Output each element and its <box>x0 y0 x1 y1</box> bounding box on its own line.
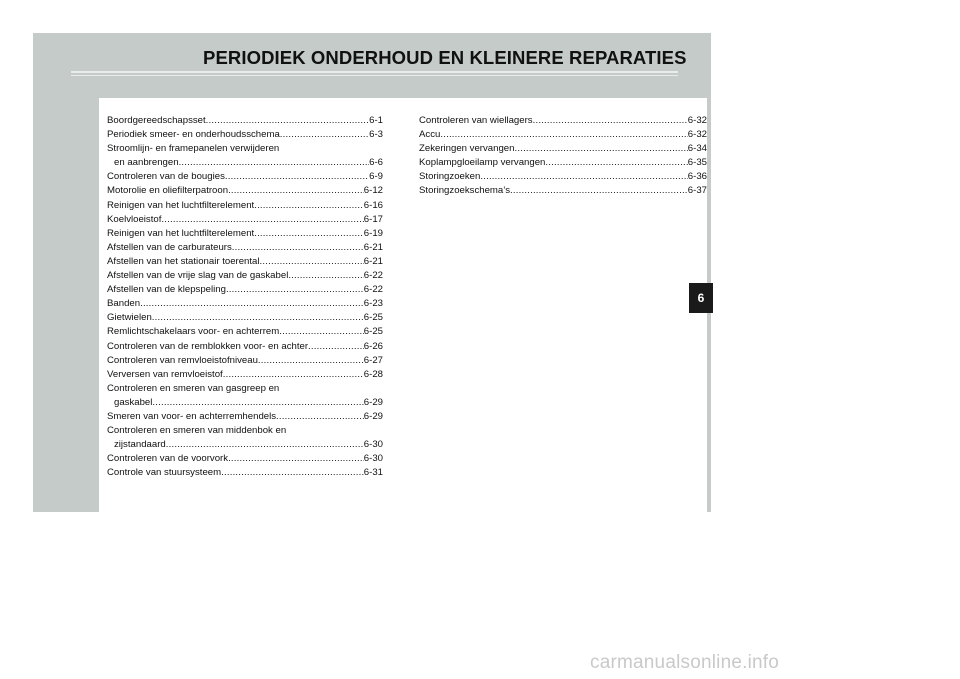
toc-entry[interactable] <box>107 213 383 227</box>
toc-entry-line1: Stroomlijn- en framepanelen verwijderen <box>107 143 280 155</box>
toc-entry[interactable] <box>107 241 383 255</box>
toc-panel <box>99 98 707 516</box>
toc-leader-dots <box>226 283 364 297</box>
toc-leader-dots <box>260 255 364 269</box>
toc-leader-dots <box>152 311 364 325</box>
toc-leader-dots <box>288 269 363 283</box>
toc-leader-dots <box>140 297 364 311</box>
toc-entry[interactable] <box>107 114 383 128</box>
toc-entry-title: Smeren van voor- en achterremhendels <box>107 410 277 422</box>
toc-entry-page: 6-19 <box>363 227 383 239</box>
toc-entry-page: 6-32 <box>687 129 707 141</box>
toc-entry-title: Controle van stuursysteem <box>107 467 222 479</box>
toc-entry-page: 6-36 <box>687 171 707 183</box>
toc-entry-title: Reinigen van het luchtfilterelement <box>107 199 255 211</box>
toc-entry-line1: Controleren en smeren van middenbok en <box>107 425 287 437</box>
toc-entry-title: Controleren van remvloeistofniveau <box>107 354 258 366</box>
toc-entry-title: Reinigen van het luchtfilterelement <box>107 227 255 239</box>
toc-entry[interactable] <box>107 184 383 198</box>
toc-entry-page: 6-28 <box>363 368 383 380</box>
chapter-tab[interactable]: 6 <box>689 283 713 313</box>
toc-entry-title: Boordgereedschapsset <box>107 115 206 126</box>
toc-entry-title: Afstellen van de vrije slag van de gaskabel <box>107 270 289 282</box>
toc-leader-dots <box>258 354 364 368</box>
toc-entry-title: gaskabel <box>114 396 153 408</box>
site-watermark: carmanualsonline.info <box>590 652 780 673</box>
toc-entry-page: 6-12 <box>363 185 383 197</box>
toc-entry[interactable] <box>107 297 383 311</box>
toc-entry[interactable] <box>419 170 707 184</box>
toc-entry[interactable] <box>107 128 383 142</box>
toc-leader-dots <box>206 114 369 128</box>
toc-entry[interactable] <box>419 142 707 156</box>
toc-entry-page: 6-3 <box>369 129 383 141</box>
toc-entry-page: 6-32 <box>687 115 707 126</box>
toc-leader-dots <box>228 184 364 198</box>
toc-entry[interactable] <box>107 156 383 170</box>
toc-entry-title: Koplampgloeilamp vervangen <box>419 157 546 169</box>
toc-entry-title: Storingzoeken <box>419 171 481 183</box>
toc-entry-page: 6-1 <box>369 115 383 126</box>
toc-entry[interactable] <box>107 340 383 354</box>
toc-leader-dots <box>152 396 363 410</box>
toc-entry-title: Accu <box>419 129 441 141</box>
toc-entry-page: 6-6 <box>369 157 383 169</box>
toc-entry-title: Motorolie en oliefilterpatroon <box>107 185 229 197</box>
title-rule-thin <box>71 75 678 76</box>
toc-entry-page: 6-35 <box>687 157 707 169</box>
toc-entry-title: Controleren van de bougies <box>107 171 225 183</box>
toc-entry-page: 6-21 <box>363 241 383 253</box>
toc-leader-dots <box>254 199 364 213</box>
toc-leader-dots <box>223 368 364 382</box>
toc-entry-title: Afstellen van de klepspeling <box>107 284 226 296</box>
toc-leader-dots <box>254 227 364 241</box>
toc-entry[interactable] <box>419 184 707 198</box>
toc-leader-dots <box>308 340 364 354</box>
toc-entry[interactable] <box>107 311 383 325</box>
toc-entry-page: 6-29 <box>363 410 383 422</box>
toc-entry-title: en aanbrengen <box>114 157 179 169</box>
toc-leader-dots <box>480 170 687 184</box>
toc-entry-page: 6-22 <box>363 284 383 296</box>
toc-leader-dots <box>225 170 369 184</box>
toc-leader-dots <box>510 184 688 198</box>
toc-entry[interactable] <box>107 255 383 269</box>
toc-entry-line1: Controleren en smeren van gasgreep en <box>107 382 280 394</box>
toc-entry-title: Zekeringen vervangen <box>419 143 515 155</box>
toc-leader-dots <box>276 410 364 424</box>
toc-entry-title: Periodiek smeer- en onderhoudsschema <box>107 129 280 141</box>
toc-entry-title: Verversen van remvloeistof <box>107 368 223 380</box>
toc-entry[interactable] <box>419 128 707 142</box>
toc-entry-title: Controleren van de voorvork <box>107 453 229 465</box>
toc-entry-page: 6-34 <box>687 143 707 155</box>
toc-entry-title: Controleren van wiellagers <box>419 115 533 126</box>
toc-entry-page: 6-17 <box>363 213 383 225</box>
toc-entry-page: 6-25 <box>363 326 383 338</box>
toc-entry[interactable] <box>419 114 707 128</box>
title-rule-thick <box>71 71 678 73</box>
toc-entry-title: zijstandaard <box>114 439 166 451</box>
toc-entry-title: Afstellen van de carburateurs <box>107 241 232 253</box>
toc-entry-page: 6-26 <box>363 340 383 352</box>
toc-entry-title: Controleren van de remblokken voor- en achter <box>107 340 309 352</box>
toc-entry-page: 6-9 <box>369 171 383 183</box>
toc-entry-page: 6-16 <box>363 199 383 211</box>
toc-entry-page: 6-31 <box>363 467 383 479</box>
toc-entry[interactable] <box>107 438 383 452</box>
toc-leader-dots <box>166 438 364 452</box>
toc-entry[interactable] <box>107 283 383 297</box>
toc-leader-dots <box>179 156 370 170</box>
toc-entry-page: 6-25 <box>363 312 383 324</box>
toc-entry[interactable] <box>107 354 383 368</box>
toc-entry[interactable] <box>107 199 383 213</box>
toc-entry-page: 6-37 <box>687 185 707 197</box>
toc-entry-title: Gietwielen <box>107 312 152 324</box>
toc-leader-dots <box>228 452 364 466</box>
toc-entry-title: Banden <box>107 298 141 310</box>
toc-leader-dots <box>221 466 364 480</box>
toc-entry-page: 6-23 <box>363 298 383 310</box>
toc-entry[interactable] <box>107 396 383 410</box>
toc-leader-dots <box>280 128 369 142</box>
toc-entry[interactable] <box>107 410 383 424</box>
chapter-title: PERIODIEK ONDERHOUD EN KLEINERE REPARATIES <box>203 47 687 68</box>
toc-entry[interactable] <box>107 325 383 339</box>
toc-entry-title: Storingzoekschema’s <box>419 185 511 197</box>
toc-entry-title: Remlichtschakelaars voor- en achterrem <box>107 326 280 338</box>
toc-leader-dots <box>279 325 364 339</box>
toc-leader-dots <box>161 213 363 227</box>
toc-entry-title: Afstellen van het stationair toerental <box>107 255 260 267</box>
toc-entry-page: 6-30 <box>363 439 383 451</box>
toc-entry[interactable] <box>107 368 383 382</box>
toc-entry[interactable] <box>107 269 383 283</box>
toc-entry-title: Koelvloeistof <box>107 213 162 225</box>
toc-entry[interactable] <box>419 156 707 170</box>
toc-entry-page: 6-22 <box>363 270 383 282</box>
toc-entry[interactable] <box>107 227 383 241</box>
chapter-page <box>33 33 711 512</box>
toc-leader-dots <box>440 128 687 142</box>
toc-leader-dots <box>533 114 688 128</box>
toc-left-column <box>107 114 383 480</box>
toc-entry-page: 6-21 <box>363 255 383 267</box>
toc-entry-page: 6-30 <box>363 453 383 465</box>
toc-leader-dots <box>232 241 364 255</box>
toc-entry[interactable] <box>107 452 383 466</box>
toc-leader-dots <box>545 156 687 170</box>
toc-entry-page: 6-27 <box>363 354 383 366</box>
toc-entry-page: 6-29 <box>363 396 383 408</box>
toc-leader-dots <box>514 142 687 156</box>
toc-entry[interactable] <box>107 466 383 480</box>
toc-entry[interactable] <box>107 170 383 184</box>
toc-right-column <box>419 114 707 199</box>
